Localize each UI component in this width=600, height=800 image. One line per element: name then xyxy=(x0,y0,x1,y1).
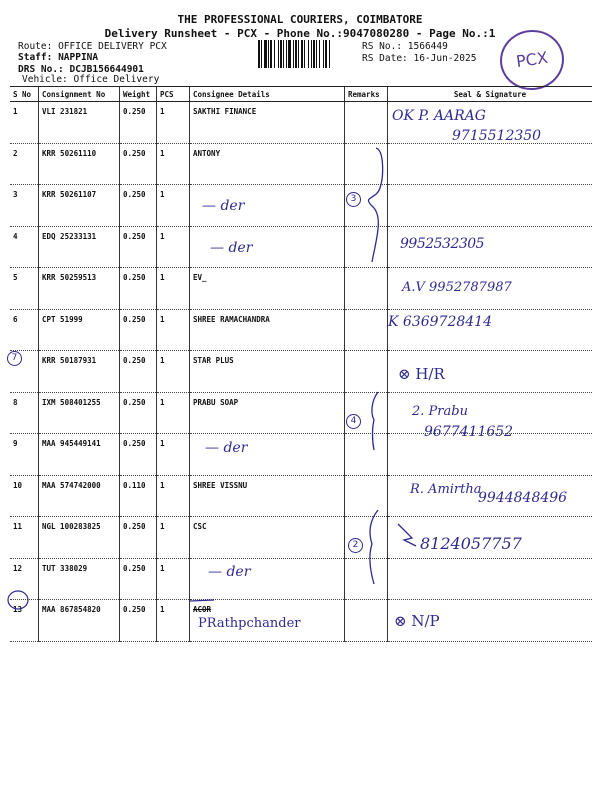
row4-signature: 9952532305 xyxy=(400,236,485,252)
cell-sno: 10 xyxy=(10,475,39,517)
cell-weight: 0.250 xyxy=(120,558,157,600)
cell-weight: 0.250 xyxy=(120,309,157,351)
barcode-bar xyxy=(261,40,262,68)
cell-pcs: 1 xyxy=(157,475,190,517)
cell-remarks xyxy=(345,268,388,310)
cell-consignment-no: MAA 867854820 xyxy=(39,600,120,642)
cell-consignment-no: CPT 51999 xyxy=(39,309,120,351)
cell-remarks xyxy=(345,351,388,393)
table-row xyxy=(10,185,592,227)
drs-value: DCJB156644901 xyxy=(69,64,144,75)
cell-consignment-no: KRR 50259513 xyxy=(39,268,120,310)
cell-sno: 9 xyxy=(10,434,39,476)
row7-signature: ⊗ H/R xyxy=(398,365,445,383)
drs-label: DRS No.: xyxy=(18,64,64,75)
cell-remarks xyxy=(345,102,388,144)
cell-consignee-details: ACOR xyxy=(190,600,345,642)
barcode-bar xyxy=(286,40,287,68)
cell-weight: 0.110 xyxy=(120,475,157,517)
cell-pcs: 1 xyxy=(157,392,190,434)
barcode-bar xyxy=(316,40,317,68)
cell-weight: 0.250 xyxy=(120,392,157,434)
row8-phone: 9677411652 xyxy=(424,424,514,440)
row9-not-delivered-mark: — der xyxy=(205,440,248,456)
col-consignee: Consignee Details xyxy=(190,87,345,102)
row10-phone: 9944848496 xyxy=(478,490,568,506)
remark-circle-4: 4 xyxy=(346,408,361,429)
row12-not-delivered-mark: — der xyxy=(208,564,251,580)
barcode-bar xyxy=(295,40,297,68)
remark-circle-3: 3 xyxy=(346,186,361,207)
cell-remarks xyxy=(345,558,388,600)
cell-consignment-no: MAA 945449141 xyxy=(39,434,120,476)
cell-consignment-no: KRR 50261107 xyxy=(39,185,120,227)
staff-value: NAPPINA xyxy=(58,52,99,63)
row13-consignee-handwritten: PRathpchander xyxy=(198,616,301,631)
cell-weight: 0.250 xyxy=(120,143,157,185)
col-remarks: Remarks xyxy=(345,87,388,102)
cell-pcs: 1 xyxy=(157,226,190,268)
table-row xyxy=(10,351,592,393)
cell-consignment-no: KRR 50187931 xyxy=(39,351,120,393)
barcode-bar xyxy=(288,40,291,68)
cell-pcs: 1 xyxy=(157,351,190,393)
remark-circle-2: 2 xyxy=(348,532,363,553)
rs-date-value: 16-Jun-2025 xyxy=(413,53,477,64)
table-row xyxy=(10,309,592,351)
row5-signature: A.V 9952787987 xyxy=(402,280,512,295)
barcode-bar xyxy=(278,40,279,68)
cell-seal-signature xyxy=(388,143,593,185)
barcode-bar xyxy=(325,40,327,68)
cell-seal-signature xyxy=(388,558,593,600)
cell-sno: 4 xyxy=(10,226,39,268)
barcode-bar xyxy=(264,40,267,68)
rs-date-label: RS Date: xyxy=(362,53,408,64)
cell-pcs: 1 xyxy=(157,268,190,310)
pcx-stamp: PCX xyxy=(496,26,568,94)
cell-consignee-details: EV_ xyxy=(190,268,345,310)
row4-not-delivered-mark: — der xyxy=(210,240,253,256)
cell-sno: 3 xyxy=(10,185,39,227)
staff-label: Staff: xyxy=(18,52,53,63)
cell-consignment-no: TUT 338029 xyxy=(39,558,120,600)
cell-remarks xyxy=(345,434,388,476)
cell-pcs: 1 xyxy=(157,600,190,642)
cell-weight: 0.250 xyxy=(120,351,157,393)
row13-signature: ⊗ N/P xyxy=(394,612,440,630)
cell-sno: 12 xyxy=(10,558,39,600)
barcode-bar xyxy=(304,40,305,68)
row8-signature: 2. Prabu xyxy=(412,404,468,419)
cell-remarks xyxy=(345,226,388,268)
cell-consignment-no: IXM 508401255 xyxy=(39,392,120,434)
barcode-bar xyxy=(301,40,303,68)
cell-sno: 8 xyxy=(10,392,39,434)
row1-signature: OK P. AARAG xyxy=(392,108,486,124)
table-header-row xyxy=(10,87,592,102)
barcode-bar xyxy=(268,40,269,68)
cell-weight: 0.250 xyxy=(120,102,157,144)
cell-weight: 0.250 xyxy=(120,185,157,227)
cell-consignee-details: STAR PLUS xyxy=(190,351,345,393)
barcode-bar xyxy=(311,40,312,68)
cell-consignment-no: EDQ 25233131 xyxy=(39,226,120,268)
runsheet-subtitle: Delivery Runsheet - PCX - Phone No.:9047080280 - Page No.:1 xyxy=(104,27,496,40)
col-pcs: PCS xyxy=(157,87,190,102)
vehicle-label: Vehicle: xyxy=(22,74,68,85)
cell-pcs: 1 xyxy=(157,102,190,144)
col-signature: Seal & Signature xyxy=(388,87,593,102)
rs-no-line xyxy=(362,41,448,52)
barcode-bar xyxy=(270,40,272,68)
route-value: OFFICE DELIVERY PCX xyxy=(58,41,167,52)
runsheet-table xyxy=(10,86,592,642)
barcode-bar xyxy=(258,40,260,68)
table-row xyxy=(10,558,592,600)
barcode-bar xyxy=(283,40,284,68)
cell-consignee-details: SAKTHI FINANCE xyxy=(190,102,345,144)
staff-line xyxy=(18,52,98,63)
barcode-bar xyxy=(323,40,324,68)
cell-pcs: 1 xyxy=(157,143,190,185)
barcode-bar xyxy=(313,40,315,68)
cell-consignment-no: MAA 574742000 xyxy=(39,475,120,517)
cell-pcs: 1 xyxy=(157,558,190,600)
cell-weight: 0.250 xyxy=(120,268,157,310)
barcode-bar xyxy=(280,40,282,68)
rs-no-label: RS No.: xyxy=(362,41,403,52)
col-weight: Weight xyxy=(120,87,157,102)
cell-weight: 0.250 xyxy=(120,600,157,642)
cell-weight: 0.250 xyxy=(120,434,157,476)
row7-sno-circled: 7 xyxy=(7,345,22,366)
cell-sno: 6 xyxy=(10,309,39,351)
row11-phone: 8124057757 xyxy=(420,534,522,553)
barcode-bar xyxy=(319,40,320,68)
cell-remarks xyxy=(345,309,388,351)
cell-consignee-details: CSC xyxy=(190,517,345,559)
cell-remarks xyxy=(345,600,388,642)
cell-pcs: 1 xyxy=(157,309,190,351)
cell-weight: 0.250 xyxy=(120,226,157,268)
cell-pcs: 1 xyxy=(157,434,190,476)
cell-sno: 2 xyxy=(10,143,39,185)
cell-weight: 0.250 xyxy=(120,517,157,559)
cell-pcs: 1 xyxy=(157,185,190,227)
cell-consignment-no: VLI 231821 xyxy=(39,102,120,144)
cell-consignee-details: ANTONY xyxy=(190,143,345,185)
cell-sno: 11 xyxy=(10,517,39,559)
cell-pcs: 1 xyxy=(157,517,190,559)
cell-sno: 13 xyxy=(10,600,39,642)
cell-remarks xyxy=(345,143,388,185)
barcode-bar xyxy=(329,40,330,68)
col-sno: S No xyxy=(10,87,39,102)
table-row xyxy=(10,600,592,642)
route-line xyxy=(18,41,167,52)
cell-sno: 5 xyxy=(10,268,39,310)
vehicle-value: Office Delivery xyxy=(73,74,160,85)
barcode-bar xyxy=(298,40,299,68)
row3-not-delivered-mark: — der xyxy=(202,198,245,214)
rs-no-value: 1566449 xyxy=(407,41,448,52)
cell-consignment-no: KRR 50261110 xyxy=(39,143,120,185)
cell-seal-signature xyxy=(388,185,593,227)
table-row xyxy=(10,143,592,185)
col-consignment: Consignment No xyxy=(39,87,120,102)
barcode-bar xyxy=(308,40,309,68)
row10-signature: R. Amirtha xyxy=(410,482,482,497)
vehicle-line xyxy=(22,74,159,85)
cell-consignee-details: SHREE RAMACHANDRA xyxy=(190,309,345,351)
cell-sno: 1 xyxy=(10,102,39,144)
row1-phone: 9715512350 xyxy=(452,128,542,144)
cell-consignee-details: SHREE VISSNU xyxy=(190,475,345,517)
table-row xyxy=(10,226,592,268)
barcode-bar xyxy=(274,40,275,68)
route-label: Route: xyxy=(18,41,53,52)
row6-signature: K 6369728414 xyxy=(388,314,492,330)
cell-consignment-no: NGL 100283825 xyxy=(39,517,120,559)
cell-consignee-details: PRABU SOAP xyxy=(190,392,345,434)
cell-remarks xyxy=(345,475,388,517)
company-title: THE PROFESSIONAL COURIERS, COIMBATORE xyxy=(177,13,423,26)
rs-date-line xyxy=(362,53,476,64)
barcode xyxy=(258,40,358,68)
barcode-bar xyxy=(293,40,294,68)
